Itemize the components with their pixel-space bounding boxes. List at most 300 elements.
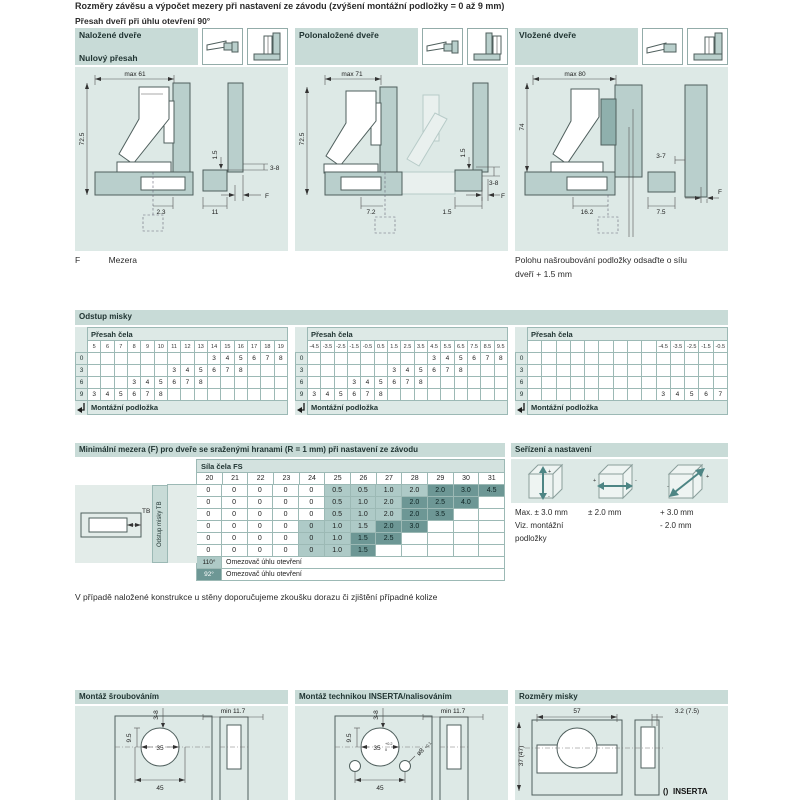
adjust-text-3 bbox=[660, 506, 720, 532]
data-cell: 0 bbox=[221, 484, 248, 497]
dim-drill: 3-8 bbox=[270, 165, 280, 172]
column-header: 2.5 bbox=[400, 340, 414, 353]
row-header: 9 bbox=[515, 388, 528, 401]
data-cell: 1.0 bbox=[324, 532, 351, 545]
depth-adjust-icon bbox=[659, 460, 715, 502]
row-header: 3 bbox=[75, 364, 88, 377]
data-cell: 3 bbox=[207, 352, 221, 365]
data-cell: 1.5 bbox=[350, 520, 377, 533]
column-header: 4.5 bbox=[427, 340, 441, 353]
svg-text:-: - bbox=[548, 494, 550, 500]
door-type-bar bbox=[515, 28, 638, 65]
dim-edge: 9.5 bbox=[126, 733, 133, 743]
header-inset bbox=[515, 28, 728, 65]
data-cell: 2.0 bbox=[375, 520, 402, 533]
data-cell: 0 bbox=[221, 496, 248, 509]
column-header: 25 bbox=[324, 472, 351, 485]
dim-height: 37 (47) bbox=[518, 745, 525, 767]
data-cell: 2.0 bbox=[401, 496, 428, 509]
column-header: -4.5 bbox=[656, 340, 671, 353]
dim-width: 57 bbox=[573, 708, 581, 715]
data-cell: 8 bbox=[234, 364, 248, 377]
dim-plate: 11 bbox=[211, 209, 219, 216]
data-cell: 7 bbox=[713, 388, 728, 401]
tb-dim-label: TB bbox=[142, 508, 151, 515]
column-header: 1.5 bbox=[387, 340, 401, 353]
diagram-overlay-panel bbox=[75, 67, 288, 251]
data-cell: 0 bbox=[247, 520, 274, 533]
inserta-mount-band bbox=[295, 690, 508, 704]
column-header: 8.5 bbox=[480, 340, 494, 353]
table-footer: Montážní podložka bbox=[527, 400, 728, 415]
column-header: -1.5 bbox=[347, 340, 361, 353]
column-header: 7.5 bbox=[467, 340, 481, 353]
angle-limiter-text: Omezovač úhlu otevření bbox=[221, 568, 505, 581]
data-cell: 6 bbox=[167, 376, 181, 389]
column-header: 10 bbox=[154, 340, 168, 353]
min-gap-note: V případě naložené konstrukce u stěny doporučujeme zkoušku dorazu či zjištění případné kolize bbox=[75, 592, 438, 602]
cup-table-1 bbox=[75, 327, 288, 415]
column-header: 16 bbox=[234, 340, 248, 353]
row-header: 0 bbox=[515, 352, 528, 365]
inserta-mount-title: Montáž technikou INSERTA/nalisováním bbox=[299, 692, 452, 701]
data-cell: 2.0 bbox=[401, 484, 428, 497]
dim-cup-tol-bot: 0 bbox=[385, 748, 388, 752]
angle-limiter-text: Omezovač úhlu otevření bbox=[221, 556, 505, 569]
dim-cup-dia: 35 bbox=[156, 745, 164, 752]
hinge-profile-icon-box bbox=[202, 28, 243, 65]
data-cell: 0 bbox=[272, 508, 299, 521]
data-cell: 4 bbox=[100, 388, 114, 401]
data-cell: 4 bbox=[670, 388, 685, 401]
column-header: 23 bbox=[273, 472, 300, 485]
column-header: 22 bbox=[247, 472, 274, 485]
cup-distance-band bbox=[75, 310, 728, 325]
data-cell: 5 bbox=[114, 388, 128, 401]
screw-mount-band bbox=[75, 690, 288, 704]
data-cell: 1.5 bbox=[350, 544, 377, 557]
data-cell: 0 bbox=[195, 544, 222, 557]
data-cell: 1.0 bbox=[350, 496, 377, 509]
adjust-line: + 3.0 mm bbox=[660, 508, 694, 517]
column-header: 5 bbox=[87, 340, 101, 353]
column-header: 27 bbox=[376, 472, 403, 485]
halfoverlay-door-diagram bbox=[295, 67, 508, 251]
column-header: 9.5 bbox=[494, 340, 508, 353]
data-cell: 3 bbox=[307, 388, 321, 401]
svg-text:-: - bbox=[667, 484, 669, 490]
data-cell: 0 bbox=[195, 484, 222, 497]
column-header: 26 bbox=[350, 472, 377, 485]
dim-height: 72.5 bbox=[79, 132, 86, 146]
column-header: 7 bbox=[114, 340, 128, 353]
column-header: 21 bbox=[222, 472, 249, 485]
dim-cup-distance: 7.2 bbox=[366, 209, 376, 216]
table-footer: Montážní podložka bbox=[307, 400, 508, 415]
data-cell: 4 bbox=[220, 352, 234, 365]
dim-hole-tol: +0.1 bbox=[423, 740, 433, 750]
dim-cup-distance: 2.3 bbox=[156, 209, 166, 216]
data-cell: 0 bbox=[247, 532, 274, 545]
dim-min-clear: min 11.7 bbox=[220, 708, 246, 715]
data-cell: 0 bbox=[247, 496, 274, 509]
data-cell: 6 bbox=[427, 364, 441, 377]
data-cell: 3.5 bbox=[427, 508, 454, 521]
data-cell: 8 bbox=[274, 352, 288, 365]
data-cell: 0 bbox=[272, 496, 299, 509]
cup-table-2 bbox=[295, 327, 508, 415]
data-cell: 3 bbox=[427, 352, 441, 365]
data-cell: 3 bbox=[167, 364, 181, 377]
side-adjust-icon bbox=[589, 460, 645, 502]
column-header: 30 bbox=[453, 472, 480, 485]
dim-reveal: 1.5 bbox=[460, 148, 467, 158]
adjust-line: Viz. montážní bbox=[515, 521, 564, 530]
data-cell: 6 bbox=[698, 388, 713, 401]
table-row bbox=[75, 400, 288, 415]
data-cell: 0 bbox=[221, 520, 248, 533]
door-type-bar bbox=[295, 28, 418, 65]
column-header: 0.5 bbox=[374, 340, 388, 353]
column-header: 11 bbox=[167, 340, 181, 353]
inset-note-line1: Polohu našroubování podložky odsaďte o sílu bbox=[515, 255, 688, 265]
door-type-label: Vložené dveře bbox=[519, 30, 577, 40]
inserta-mount-panel bbox=[295, 706, 508, 800]
f-legend-key: F bbox=[75, 255, 81, 265]
hinge-mounted-icon-box bbox=[687, 28, 728, 65]
row-header: 3 bbox=[295, 364, 308, 377]
dim-max-width: max 71 bbox=[341, 71, 363, 78]
min-gap-wrap bbox=[75, 459, 505, 581]
data-cell: 1.0 bbox=[350, 508, 377, 521]
data-cell: 2.5 bbox=[427, 496, 454, 509]
header-overlay bbox=[75, 28, 288, 65]
column-header: -3.5 bbox=[320, 340, 334, 353]
data-cell: 3 bbox=[347, 376, 361, 389]
dim-plate: 1.5 bbox=[442, 209, 452, 216]
data-cell: 0 bbox=[298, 520, 325, 533]
dim-edge: 9.5 bbox=[346, 733, 353, 743]
data-cell: 8 bbox=[494, 352, 508, 365]
column-header: 12 bbox=[180, 340, 194, 353]
tb-diagram bbox=[75, 503, 152, 547]
dim-spacing: 45 bbox=[156, 785, 164, 792]
dim-drill-depth: 3-8 bbox=[153, 710, 160, 720]
cup-dims-band bbox=[515, 690, 728, 704]
data-cell: 1.0 bbox=[324, 544, 351, 557]
hinge-profile-icon-box bbox=[642, 28, 683, 65]
cup-distance-title: Odstup misky bbox=[79, 312, 132, 321]
data-cell: 7 bbox=[400, 376, 414, 389]
adjustment-panel bbox=[511, 459, 728, 503]
adjust-line: ± 2.0 mm bbox=[588, 508, 622, 517]
data-cell: 4 bbox=[320, 388, 334, 401]
dim-lip: 3.2 (7.5) bbox=[674, 708, 700, 715]
data-cell: 0 bbox=[221, 532, 248, 545]
diagram-inset-panel bbox=[515, 67, 728, 251]
min-gap-title: Minimální mezera (F) pro dveře se sraženými hranami (R = 1 mm) při nastavení ze závodu bbox=[79, 445, 418, 454]
data-cell: 5 bbox=[194, 364, 208, 377]
adjust-text-2 bbox=[588, 506, 648, 519]
door-type-label: Polonaložené dveře bbox=[299, 30, 379, 40]
data-cell: 0 bbox=[221, 508, 248, 521]
svg-text:-: - bbox=[635, 478, 637, 484]
data-cell: 5 bbox=[234, 352, 248, 365]
data-cell: 0.5 bbox=[324, 484, 351, 497]
door-type-sublabel: Nulový přesah bbox=[79, 53, 138, 63]
data-cell: 0 bbox=[298, 532, 325, 545]
data-cell: 0 bbox=[298, 496, 325, 509]
data-cell: 7 bbox=[440, 364, 454, 377]
dim-spacing: 45 bbox=[376, 785, 384, 792]
dim-min-clear: min 11.7 bbox=[440, 708, 466, 715]
dim-cup-tol-top: +0.2 bbox=[385, 742, 393, 746]
table-row bbox=[295, 327, 508, 341]
column-header: -2.5 bbox=[334, 340, 348, 353]
data-cell: 5 bbox=[414, 364, 428, 377]
hinge-mounted-icon-box bbox=[247, 28, 288, 65]
table-row bbox=[295, 400, 508, 415]
data-cell: 0 bbox=[298, 544, 325, 557]
row-header: 3 bbox=[515, 364, 528, 377]
adjust-line: - 2.0 mm bbox=[660, 521, 692, 530]
dim-drill-depth: 3-8 bbox=[373, 710, 380, 720]
data-cell: 0 bbox=[195, 496, 222, 509]
data-cell: 0 bbox=[298, 508, 325, 521]
column-header: 24 bbox=[299, 472, 326, 485]
column-header: -1.5 bbox=[698, 340, 713, 353]
dim-cup-dia: 35 bbox=[373, 745, 381, 752]
inset-note-line2: dveří + 1.5 mm bbox=[515, 269, 572, 279]
data-cell: 4.5 bbox=[478, 484, 505, 497]
column-header: -0.5 bbox=[713, 340, 728, 353]
data-cell: 2.0 bbox=[375, 508, 402, 521]
column-header: 6.5 bbox=[454, 340, 468, 353]
table-row bbox=[75, 568, 505, 581]
data-cell: 4 bbox=[140, 376, 154, 389]
data-cell: 0 bbox=[195, 532, 222, 545]
row-header: 9 bbox=[295, 388, 308, 401]
column-header: 8 bbox=[127, 340, 141, 353]
hinge-profile-icon-box bbox=[422, 28, 463, 65]
table-header: Přesah čela bbox=[307, 327, 508, 341]
column-header: 19 bbox=[274, 340, 288, 353]
inserta-mount-diagram bbox=[295, 706, 508, 800]
data-cell: 0 bbox=[221, 544, 248, 557]
column-header: 13 bbox=[194, 340, 208, 353]
adjustment-band bbox=[511, 443, 728, 457]
row-header: 6 bbox=[295, 376, 308, 389]
column-header: 18 bbox=[260, 340, 274, 353]
hinge-profile-icon bbox=[644, 31, 681, 62]
row-header: 6 bbox=[75, 376, 88, 389]
column-header: 31 bbox=[478, 472, 505, 485]
adjustment-title: Seřízení a nastavení bbox=[515, 445, 592, 454]
data-cell: 2.0 bbox=[375, 496, 402, 509]
data-cell: 0 bbox=[195, 508, 222, 521]
data-cell: 1.0 bbox=[324, 520, 351, 533]
data-cell: 3 bbox=[127, 376, 141, 389]
inset-door-diagram bbox=[515, 67, 728, 251]
data-cell: 5 bbox=[684, 388, 699, 401]
hinge-profile-icon bbox=[204, 31, 241, 62]
data-cell: 3.0 bbox=[401, 520, 428, 533]
data-cell: 0 bbox=[247, 508, 274, 521]
data-cell: 4.0 bbox=[453, 496, 480, 509]
adjust-text-1 bbox=[515, 506, 585, 545]
data-cell: 0 bbox=[272, 484, 299, 497]
data-cell: 7 bbox=[480, 352, 494, 365]
data-cell: 8 bbox=[454, 364, 468, 377]
dim-height: 74 bbox=[519, 123, 526, 131]
hinge-mounted-icon bbox=[689, 31, 726, 62]
table-header: Přesah čela bbox=[527, 327, 728, 341]
cup-dims-diagram bbox=[515, 706, 728, 800]
adjust-line: podložky bbox=[515, 534, 547, 543]
data-cell: 0.5 bbox=[350, 484, 377, 497]
row-header: 0 bbox=[75, 352, 88, 365]
data-cell: 8 bbox=[154, 388, 168, 401]
row-header: 9 bbox=[75, 388, 88, 401]
column-header: 15 bbox=[220, 340, 234, 353]
data-cell: 0 bbox=[298, 484, 325, 497]
data-cell: 0.5 bbox=[324, 508, 351, 521]
column-header: 6 bbox=[100, 340, 114, 353]
svg-text:+: + bbox=[593, 478, 597, 484]
data-cell: 2.0 bbox=[427, 484, 454, 497]
dim-plate: 7.5 bbox=[656, 209, 666, 216]
column-header: 29 bbox=[427, 472, 454, 485]
door-type-bar bbox=[75, 28, 198, 65]
inserta-brand: INSERTA bbox=[673, 787, 708, 796]
data-cell: 7 bbox=[220, 364, 234, 377]
table-row bbox=[75, 327, 288, 341]
data-cell: 2.0 bbox=[401, 508, 428, 521]
dim-gap: F bbox=[718, 189, 722, 196]
dim-height: 72.5 bbox=[299, 132, 306, 146]
data-cell: 5 bbox=[154, 376, 168, 389]
column-header: -2.5 bbox=[684, 340, 699, 353]
column-header: 20 bbox=[196, 472, 223, 485]
dim-max-width: max 61 bbox=[124, 71, 146, 78]
data-cell: 5 bbox=[374, 376, 388, 389]
table-row bbox=[515, 400, 728, 415]
dim-max-width: max 80 bbox=[564, 71, 586, 78]
data-cell: 7 bbox=[180, 376, 194, 389]
angle-cell: 110° bbox=[196, 556, 222, 569]
data-cell: 6 bbox=[247, 352, 261, 365]
header-halfoverlay bbox=[295, 28, 508, 65]
hinge-profile-icon bbox=[424, 31, 461, 62]
svg-text:+: + bbox=[548, 469, 552, 475]
data-cell: 2.5 bbox=[375, 532, 402, 545]
data-cell: 3.0 bbox=[453, 484, 480, 497]
data-cell: 8 bbox=[194, 376, 208, 389]
tb-axis-label: Odstup misky TB bbox=[152, 485, 168, 563]
screw-mount-panel bbox=[75, 706, 288, 800]
column-header: 14 bbox=[207, 340, 221, 353]
dim-gap: F bbox=[501, 193, 505, 200]
table-row bbox=[515, 327, 728, 341]
data-cell: 0 bbox=[247, 484, 274, 497]
dim-drill: 3-8 bbox=[489, 180, 499, 187]
data-cell: 0 bbox=[247, 544, 274, 557]
data-cell: 4 bbox=[180, 364, 194, 377]
svg-text:+: + bbox=[706, 474, 710, 480]
door-type-label: Naložené dveře bbox=[79, 30, 142, 40]
column-header: 5.5 bbox=[440, 340, 454, 353]
data-cell: 1.0 bbox=[375, 484, 402, 497]
data-cell: 0 bbox=[272, 532, 299, 545]
f-legend bbox=[75, 255, 137, 265]
data-cell: 7 bbox=[140, 388, 154, 401]
data-cell: 3 bbox=[656, 388, 671, 401]
column-header: 9 bbox=[140, 340, 154, 353]
data-cell: 4 bbox=[360, 376, 374, 389]
data-cell: 3 bbox=[387, 364, 401, 377]
data-cell: 5 bbox=[454, 352, 468, 365]
data-cell: 8 bbox=[414, 376, 428, 389]
data-cell: 8 bbox=[374, 388, 388, 401]
data-cell: 0 bbox=[272, 544, 299, 557]
data-cell: 6 bbox=[127, 388, 141, 401]
data-cell: 6 bbox=[207, 364, 221, 377]
f-legend-value: Mezera bbox=[108, 255, 137, 265]
data-cell: 7 bbox=[360, 388, 374, 401]
dim-hole: ø8 bbox=[415, 747, 426, 758]
table-header: Síla čela FS bbox=[196, 459, 505, 473]
data-cell: 0 bbox=[272, 520, 299, 533]
cup-table-3 bbox=[515, 327, 728, 415]
column-header: 17 bbox=[247, 340, 261, 353]
angle-cell: 92° bbox=[196, 568, 222, 581]
data-cell: 5 bbox=[334, 388, 348, 401]
table-header: Přesah čela bbox=[87, 327, 288, 341]
row-header: 6 bbox=[515, 376, 528, 389]
overlay-door-diagram bbox=[75, 67, 288, 251]
cup-dims-panel bbox=[515, 706, 728, 800]
screw-mount-diagram bbox=[75, 706, 288, 800]
data-cell: 6 bbox=[467, 352, 481, 365]
data-cell: 0 bbox=[195, 520, 222, 533]
hinge-mounted-icon-box bbox=[467, 28, 508, 65]
dim-drill: 3-7 bbox=[656, 153, 666, 160]
adjust-line: Max. ± 3.0 mm bbox=[515, 508, 568, 517]
column-header: 28 bbox=[401, 472, 428, 485]
spacer bbox=[75, 459, 197, 473]
dim-reveal: 1.5 bbox=[212, 150, 219, 160]
table-row bbox=[75, 459, 505, 473]
hinge-mounted-icon bbox=[249, 31, 286, 62]
page-subtitle: Přesah dveří při úhlu otevření 90° bbox=[75, 16, 211, 26]
column-header: -0.5 bbox=[360, 340, 374, 353]
inset-note bbox=[515, 253, 728, 281]
min-gap-band bbox=[75, 443, 505, 457]
column-header: -4.5 bbox=[307, 340, 321, 353]
data-cell: 7 bbox=[260, 352, 274, 365]
dim-gap: F bbox=[265, 193, 269, 200]
row-header: 0 bbox=[295, 352, 308, 365]
diagram-halfoverlay-panel bbox=[295, 67, 508, 251]
page-title: Rozměry závěsu a výpočet mezery při nastavení ze závodu (zvýšení montážní podložky = 0 až 9 mm) bbox=[75, 1, 505, 11]
column-header: 3.5 bbox=[414, 340, 428, 353]
inserta-mark: () bbox=[663, 787, 669, 796]
column-header: -3.5 bbox=[670, 340, 685, 353]
data-cell: 1.5 bbox=[350, 532, 377, 545]
data-cell: 0.5 bbox=[324, 496, 351, 509]
cup-dims-title: Rozměry misky bbox=[519, 692, 578, 701]
dim-cup-distance: 16.2 bbox=[580, 209, 594, 216]
